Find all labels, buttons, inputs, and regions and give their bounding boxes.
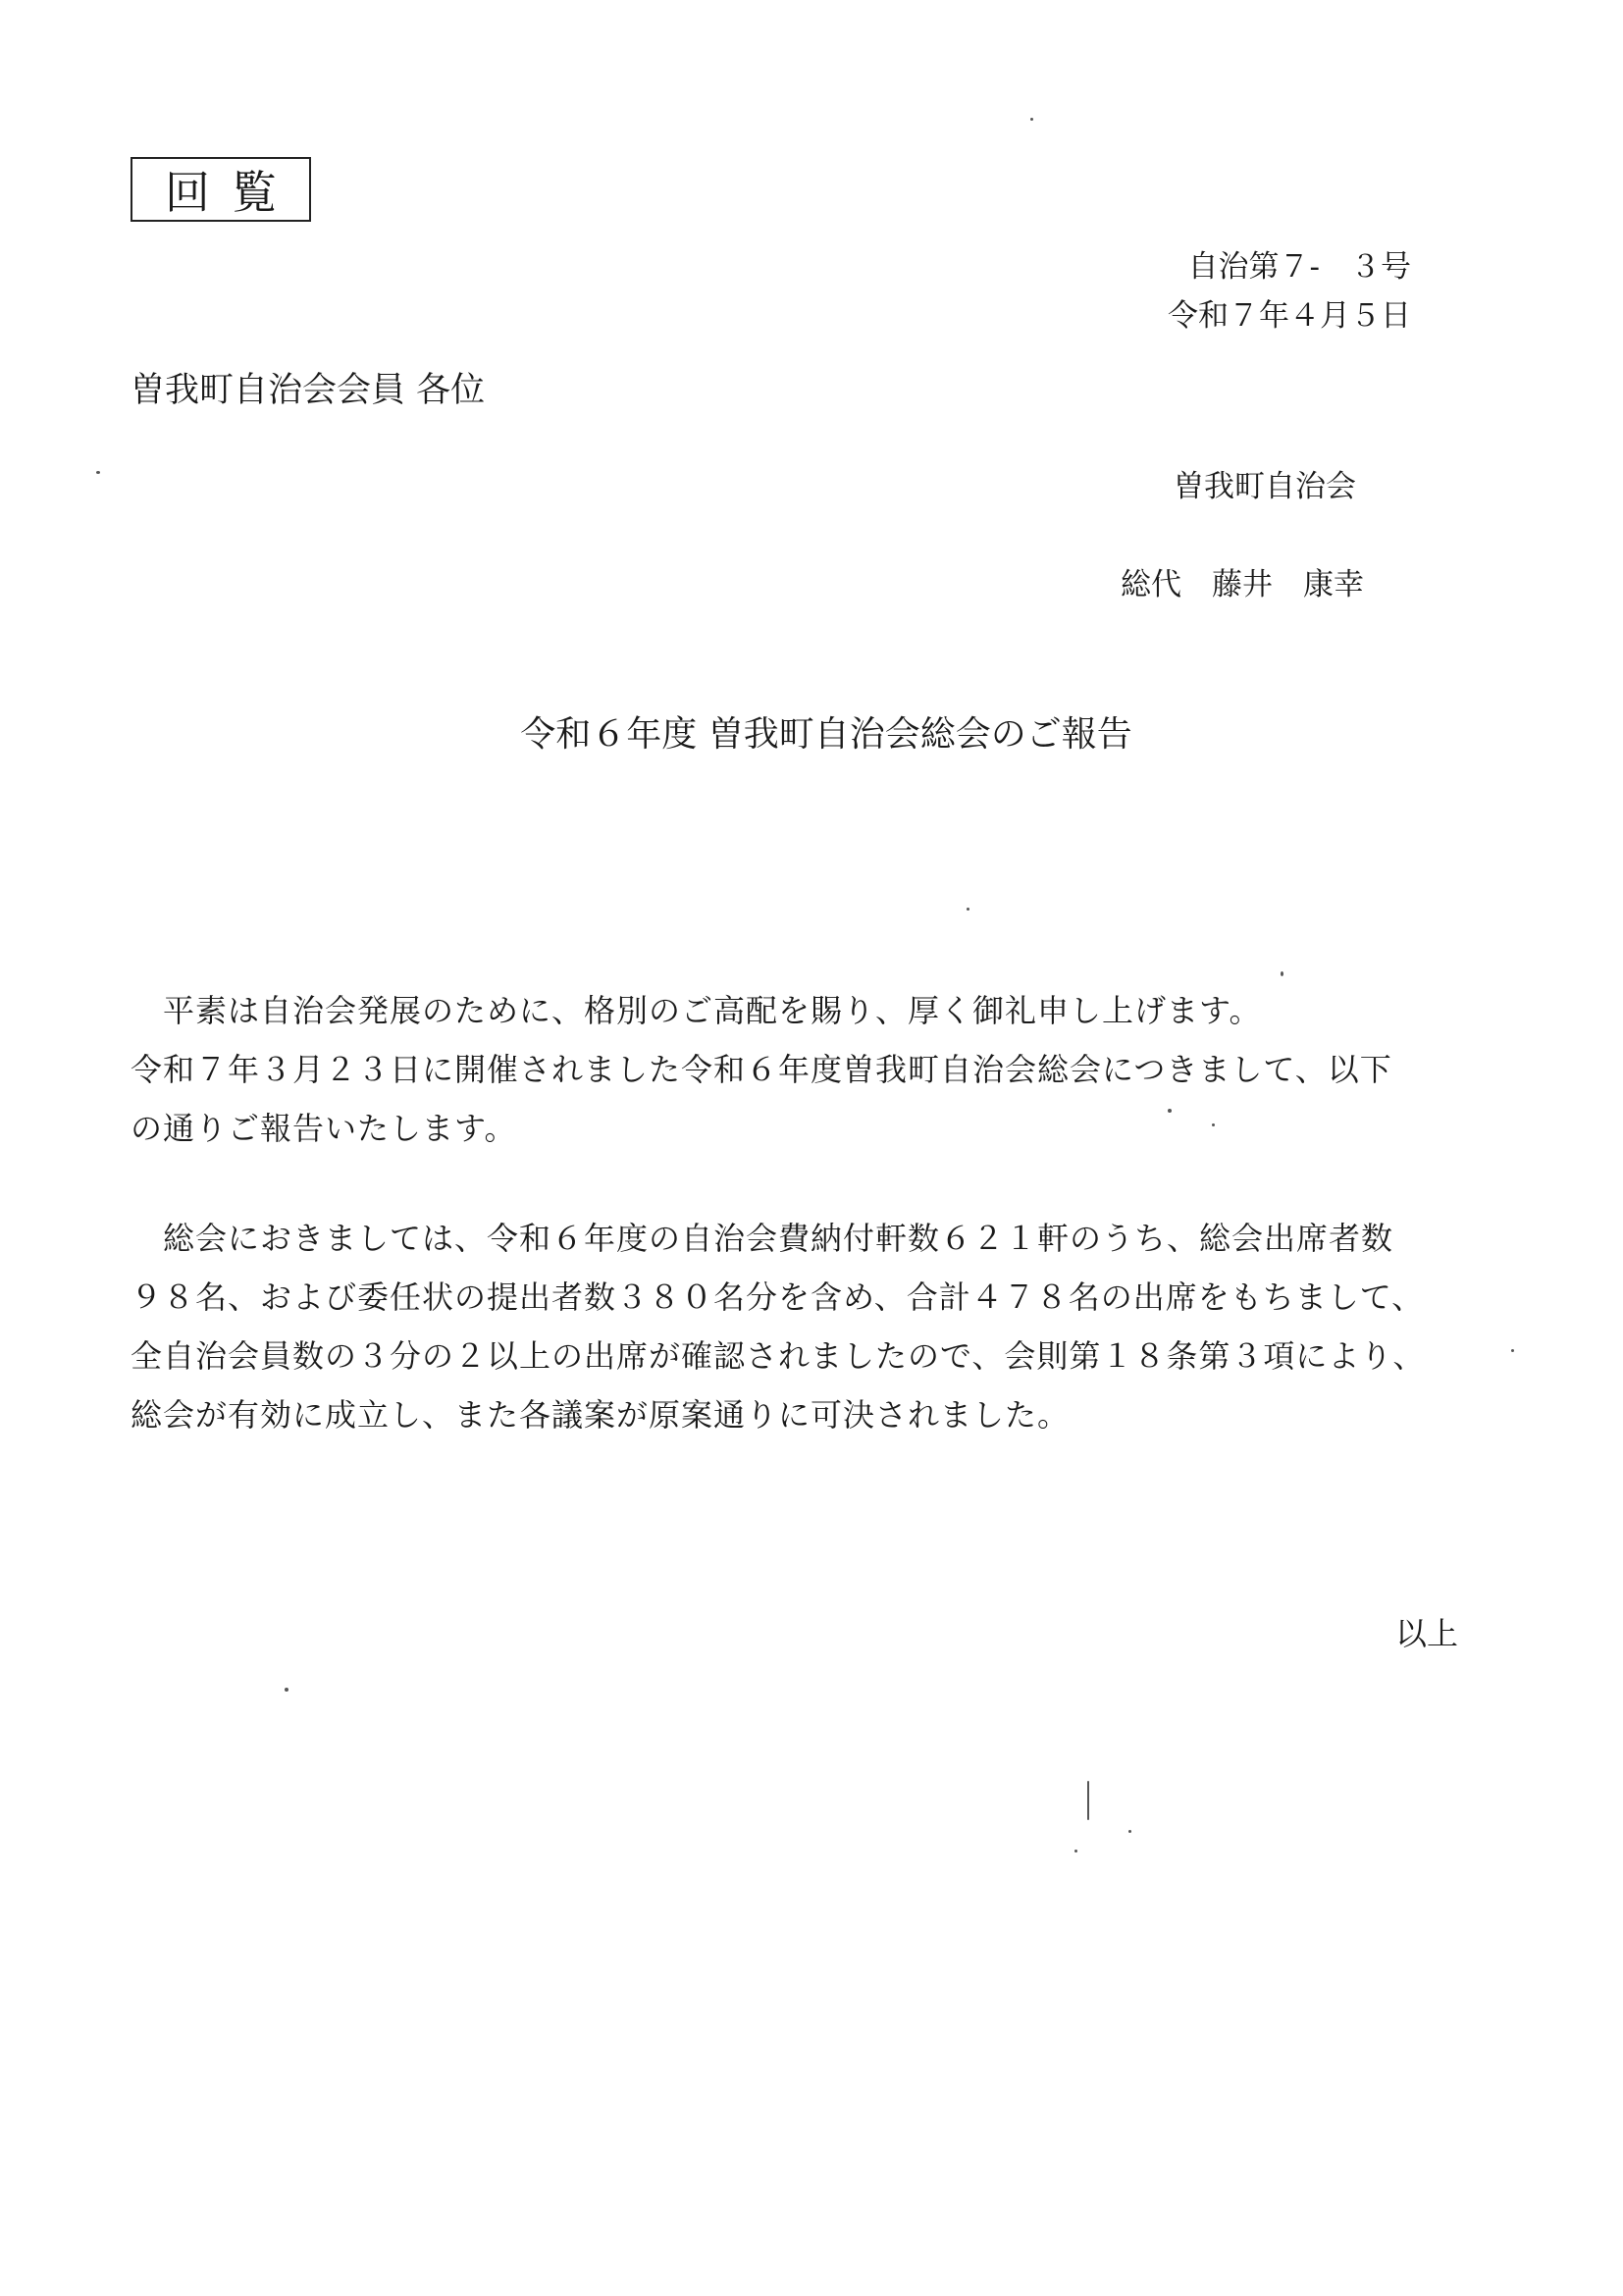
greeting-paragraph (131, 981, 1524, 1158)
scan-speck (1074, 1850, 1077, 1852)
paragraph-line: ９８名、および委任状の提出者数３８０名分を含め、合計４７８名の出席をもちまして、 (131, 1278, 1425, 1316)
scan-speck (1128, 1830, 1131, 1833)
paragraph-line: 平素は自治会発展のために、格別のご高配を賜り、厚く御礼申し上げます。 (131, 992, 1262, 1029)
scan-speck (1087, 1781, 1089, 1820)
paragraph-line: 令和７年３月２３日に開催されました令和６年度曽我町自治会総会につきまして、以下 (131, 1051, 1392, 1088)
document-title: 令和６年度 曽我町自治会総会のご報告 (520, 714, 1132, 755)
report-paragraph (131, 1209, 1524, 1444)
sender-organization: 曽我町自治会 (1174, 469, 1356, 504)
paragraph-line: 総会が有効に成立し、また各議案が原案通りに可決されました。 (131, 1396, 1071, 1434)
sender-representative: 総代 藤井 康幸 (1121, 567, 1364, 602)
scan-speck (1281, 971, 1283, 976)
scan-speck (1511, 1349, 1514, 1352)
paragraph-line: の通りご報告いたします。 (131, 1110, 517, 1147)
scan-speck (1168, 1109, 1172, 1113)
scan-speck (1030, 118, 1033, 121)
scan-speck (967, 908, 969, 911)
document-date: 令和７年４月５日 (1168, 298, 1411, 334)
closing-mark: 以上 (1395, 1615, 1459, 1652)
reference-number: 自治第７- ３号 (1187, 249, 1411, 285)
paragraph-line: 総会におきましては、令和６年度の自治会費納付軒数６２１軒のうち、総会出席者数 (131, 1220, 1394, 1257)
scan-speck (1212, 1123, 1215, 1126)
scan-speck (96, 471, 100, 474)
scan-speck (285, 1688, 288, 1692)
addressee: 曽我町自治会会員 各位 (131, 371, 486, 410)
circular-stamp: 回覧 (131, 157, 311, 222)
paragraph-line: 全自治会員数の３分の２以上の出席が確認されましたので、会則第１８条第３項により、 (131, 1337, 1426, 1375)
